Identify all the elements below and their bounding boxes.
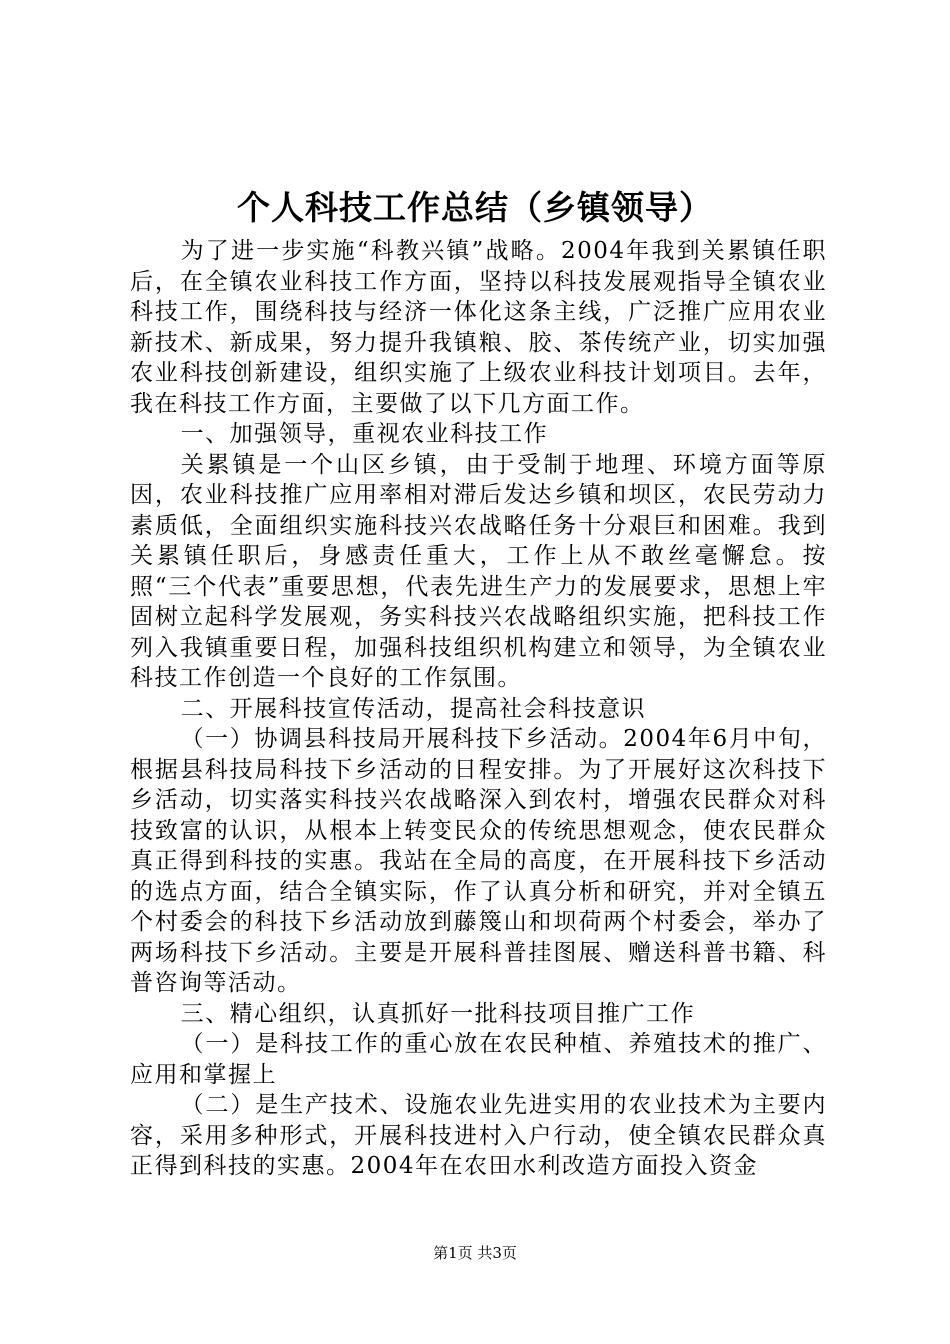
paragraph-section-3-item-2: （二）是生产技术、设施农业先进实用的农业技术为主要内容，采用多种形式，开展科技进村入户行动，使全镇农民群众真正得到科技的实惠。2004年在农田水利改造方面投入资金 [130, 1092, 827, 1179]
paragraph-intro: 为了进一步实施“科教兴镇”战略。2004年我到关累镇任职后，在全镇农业科技工作方面，坚持以科技发展观指导全镇农业科技工作，围绕科技与经济一体化这条主线，广泛推广应用农业新技术、新成果，努力提升我镇粮、胶、茶传统产业，切实加强农业科技创新建设，组织实施了上级农业科技计划项目。去年，我在科技工作方面，主要做了以下几方面工作。 [130, 238, 827, 417]
document-body [130, 236, 827, 1182]
paragraph-section-2-item-1: （一）协调县科技局开展科技下乡活动。2004年6月中旬，根据县科技局科技下乡活动的日程安排。为了开展好这次科技下乡活动，切实落实科技兴农战略深入到农村，增强农民群众对科技致富的认识，从根本上转变民众的传统思想观念，使农民群众真正得到科技的实惠。我站在全局的高度，在开展科技下乡活动的选点方面，结合全镇实际，作了认真分析和研究，并对全镇五个村委会的科技下乡活动放到藤篾山和坝荷两个村委会，举办了两场科技下乡活动。主要是开展科普挂图展、赠送科普书籍、科普咨询等活动。 [130, 726, 827, 996]
document-title: 个人科技工作总结（乡镇领导） [237, 188, 713, 227]
paragraph-section-1: 关累镇是一个山区乡镇，由于受制于地理、环境方面等原因，农业科技推广应用率相对滞后发达乡镇和坝区，农民劳动力素质低，全面组织实施科技兴农战略任务十分艰巨和困难。我到关累镇任职后，身感责任重大，工作上从不敢丝毫懈怠。按照“三个代表”重要思想，代表先进生产力的发展要求，思想上牢固树立起科学发展观，务实科技兴农战略组织实施，把科技工作列入我镇重要日程，加强科技组织机构建立和领导，为全镇农业科技工作创造一个良好的工作氛围。 [130, 451, 827, 691]
paragraph-section-3-item-1: （一）是科技工作的重心放在农民种植、养殖技术的推广、应用和掌握上 [130, 1031, 827, 1088]
section-heading-3: 三、精心组织，认真抓好一批科技项目推广工作 [180, 1000, 696, 1027]
page-footer: 第1页 共3页 [433, 1244, 517, 1262]
section-heading-1: 一、加强领导，重视农业科技工作 [180, 421, 549, 447]
section-heading-2: 二、开展科技宣传活动，提高社会科技意识 [180, 695, 647, 722]
